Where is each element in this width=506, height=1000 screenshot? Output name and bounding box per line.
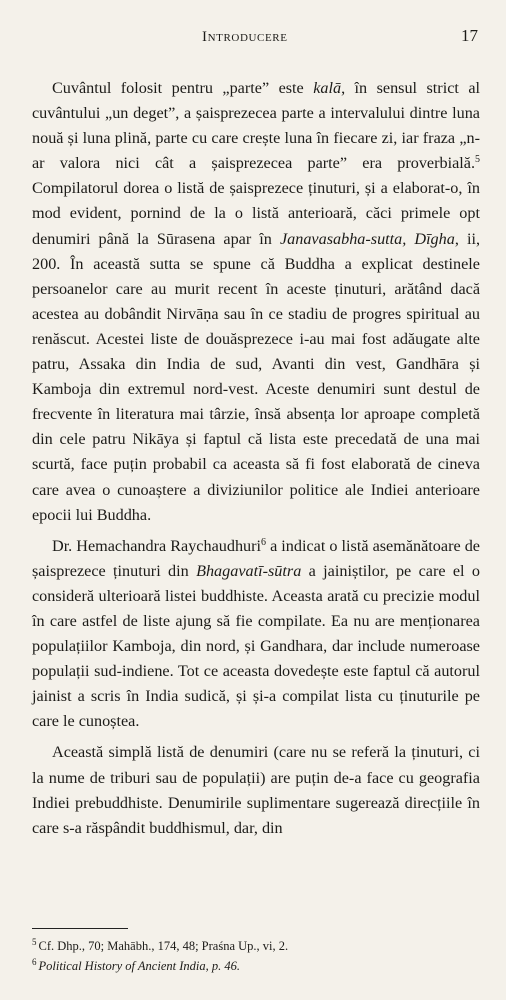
italic-term: Janavasabha-sutta, Dīgha: [279, 229, 455, 248]
text-run: , ii, 200. În această sutta se spune că Buddha a explicat destinele persoanelor care au murit recent în aceste ținuturi, arătând dacă acestea au dobândit Nirvāṇa sau în ce stadiu de progres spiritual au renăscut. Acestei liste de douăsprezece i-au mai fost adăugate alte patru, Assaka din India de sud, Avanti din vest, Gandhāra și Kamboja din extremul nord-vest. Aceste denumiri sunt destul de frecvente în literatura mai târzie, însă absența lor aproape completă din cele patru Nikāya și faptul că lista este precedată de una mai scurtă, face puțin probabil ca aceasta să fi fost elaborată de cineva care avea o cunoaștere a diviziunilor politice ale Indiei anterioare epocii lui Buddha.: [32, 229, 480, 524]
chapter-title: Introducere: [202, 29, 288, 45]
text-run: Cuvântul folosit pentru „parte” este: [52, 79, 314, 97]
text-run: Dr. Hemachandra Raychaudhuri: [52, 536, 262, 555]
footnote-text: Political History of Ancient India, p. 46.: [38, 959, 240, 973]
italic-term: Bhagavatī-sūtra: [196, 561, 302, 580]
footnote-divider: [32, 928, 128, 929]
main-text: [32, 76, 480, 841]
running-header: [32, 26, 480, 50]
footnote-text: Cf. Dhp., 70; Mahābh., 174, 48; Praśna Up., vi, 2.: [38, 939, 289, 953]
footnote-6: [32, 956, 472, 976]
footnote-reference: 5: [475, 154, 480, 166]
footnote-number: 6: [32, 957, 37, 967]
footnotes: [32, 936, 472, 976]
italic-term: kalā: [313, 79, 342, 97]
page-number: 17: [461, 26, 478, 45]
paragraph-3: [32, 740, 480, 840]
footnote-5: [32, 936, 472, 956]
paragraph-2: [32, 534, 480, 735]
text-run: Compilatorul dorea o listă de șaisprezece ținuturi, și a elaborat-o, în mod evident, pornind de la o listă anterioară, căci primele opt denumiri până la Sūrasena apar în: [32, 179, 480, 248]
text-run: , în sensul strict al cuvântului „un deget”, a șaisprezecea parte a intervalului dintre luna nouă și luna plină, parte cu care crește luna în fiecare zi, iar fraza „n-ar valora nici cât a șaisprezecea parte” era proverbială.: [32, 79, 480, 173]
text-run: a jainiștilor, pe care el o consideră ulterioară listei buddhiste. Aceasta arată cu precizie modul în care astfel de liste ajung să fie compilate. Ea nu are menționarea populațiilor Kamboja, din nord, și Gandhara, dar include numeroase populații sud-indiene. Tot ce aceasta dovedește este faptul că autorul jainist a scris în India sudică, și și-a compilat lista cu ținuturile pe care le cunoștea.: [32, 561, 480, 731]
footnote-reference: 6: [261, 536, 267, 548]
paragraph-1: [32, 76, 480, 528]
text-run: a indicat o listă asemănătoare de șaisprezece ținuturi din: [32, 536, 480, 580]
text-run: Această simplă listă de denumiri (care nu se referă la ținuturi, ci la nume de triburi sau de populații) are puțin de-a face cu geografia Indiei prebuddhiste. Denumirile suplimentare sugerează direcțiile în care s-a răspândit buddhismul, dar, din: [32, 743, 480, 837]
footnote-number: 5: [32, 937, 37, 947]
